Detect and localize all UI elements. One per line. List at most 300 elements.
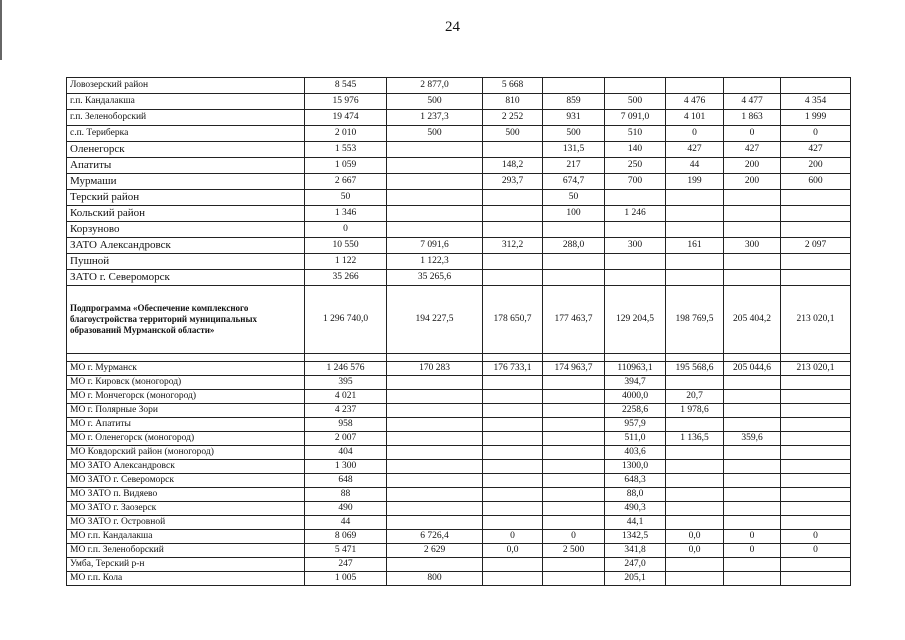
cell-value (781, 222, 851, 238)
table-row (67, 142, 851, 158)
subprogram-value: 213 020,1 (781, 286, 851, 354)
cell-value: 1 246 576 (305, 362, 387, 376)
cell-value: 293,7 (483, 174, 543, 190)
cell-value (666, 418, 724, 432)
cell-value: 312,2 (483, 238, 543, 254)
cell-value: 7 091,0 (605, 110, 666, 126)
subprogram-value: 1 296 740,0 (305, 286, 387, 354)
cell-value (724, 460, 781, 474)
cell-value: 1 136,5 (666, 432, 724, 446)
cell-value: 5 668 (483, 78, 543, 94)
cell-value (483, 558, 543, 572)
cell-value: 300 (605, 238, 666, 254)
row-name: МО ЗАТО Александровск (67, 460, 305, 474)
mo-rows (67, 362, 851, 586)
cell-value (781, 270, 851, 286)
cell-value (781, 418, 851, 432)
cell-value (666, 222, 724, 238)
cell-value: 957,9 (605, 418, 666, 432)
cell-value: 0 (724, 530, 781, 544)
table-row (67, 222, 851, 238)
cell-value (387, 418, 483, 432)
cell-value (781, 432, 851, 446)
cell-value: 0 (305, 222, 387, 238)
cell-value: 1 237,3 (387, 110, 483, 126)
cell-value: 1 005 (305, 572, 387, 586)
cell-value: 1 122 (305, 254, 387, 270)
cell-value (483, 474, 543, 488)
cell-value (781, 446, 851, 460)
row-name: ЗАТО г. Североморск (67, 270, 305, 286)
table-row (67, 190, 851, 206)
cell-value (666, 460, 724, 474)
cell-value (666, 376, 724, 390)
cell-value (483, 222, 543, 238)
cell-value: 2 877,0 (387, 78, 483, 94)
page-number: 24 (445, 19, 460, 35)
table-row (67, 362, 851, 376)
cell-value: 200 (781, 158, 851, 174)
cell-value (543, 376, 605, 390)
cell-value: 140 (605, 142, 666, 158)
subprogram-value: 194 227,5 (387, 286, 483, 354)
cell-value: 427 (666, 142, 724, 158)
cell-value (543, 270, 605, 286)
cell-value (605, 190, 666, 206)
cell-value (781, 190, 851, 206)
cell-value (666, 488, 724, 502)
cell-value: 88 (305, 488, 387, 502)
cell-value: 0 (781, 126, 851, 142)
cell-value (543, 418, 605, 432)
table-row (67, 238, 851, 254)
subprogram-value: 198 769,5 (666, 286, 724, 354)
cell-value: 5 471 (305, 544, 387, 558)
cell-value: 1 553 (305, 142, 387, 158)
cell-value: 148,2 (483, 158, 543, 174)
row-name: Умба, Терский р-н (67, 558, 305, 572)
separator-row (67, 354, 851, 362)
cell-value: 648,3 (605, 474, 666, 488)
cell-value (724, 404, 781, 418)
row-name: Корзуново (67, 222, 305, 238)
cell-value (666, 474, 724, 488)
cell-value (483, 418, 543, 432)
table-row (67, 530, 851, 544)
cell-value: 958 (305, 418, 387, 432)
cell-value (387, 190, 483, 206)
row-name: Пушной (67, 254, 305, 270)
cell-value: 4 354 (781, 94, 851, 110)
cell-value (666, 190, 724, 206)
row-name: Апатиты (67, 158, 305, 174)
cell-value (543, 432, 605, 446)
cell-value: 500 (387, 94, 483, 110)
cell-value (483, 502, 543, 516)
row-name: МО г. Полярные Зори (67, 404, 305, 418)
cell-value: 200 (724, 158, 781, 174)
cell-value (781, 78, 851, 94)
cell-value (387, 142, 483, 158)
subprogram-row (67, 286, 851, 354)
cell-value (387, 516, 483, 530)
table-row (67, 126, 851, 142)
cell-value: 131,5 (543, 142, 605, 158)
cell-value: 161 (666, 238, 724, 254)
cell-value: 4 477 (724, 94, 781, 110)
row-name: МО г. Апатиты (67, 418, 305, 432)
cell-value: 1 999 (781, 110, 851, 126)
cell-value (543, 222, 605, 238)
cell-value: 341,8 (605, 544, 666, 558)
cell-value (781, 390, 851, 404)
cell-value (666, 502, 724, 516)
cell-value (483, 404, 543, 418)
cell-value (724, 516, 781, 530)
cell-value: 50 (305, 190, 387, 206)
table-row (67, 174, 851, 190)
cell-value: 1342,5 (605, 530, 666, 544)
cell-value: 200 (724, 174, 781, 190)
cell-value: 403,6 (605, 446, 666, 460)
cell-value (387, 376, 483, 390)
cell-value (781, 502, 851, 516)
cell-value: 931 (543, 110, 605, 126)
cell-value (543, 254, 605, 270)
cell-value: 205 044,6 (724, 362, 781, 376)
table-row (67, 78, 851, 94)
row-name: Мурмаши (67, 174, 305, 190)
row-name: МО г.п. Кола (67, 572, 305, 586)
cell-value (724, 376, 781, 390)
cell-value: 510 (605, 126, 666, 142)
table-row (67, 94, 851, 110)
cell-value (781, 376, 851, 390)
cell-value: 394,7 (605, 376, 666, 390)
cell-value: 404 (305, 446, 387, 460)
row-name: г.п. Зеленоборский (67, 110, 305, 126)
cell-value: 2 667 (305, 174, 387, 190)
cell-value (781, 558, 851, 572)
cell-value: 0 (724, 544, 781, 558)
row-name: МО г. Мончегорск (моногород) (67, 390, 305, 404)
cell-value: 0 (781, 544, 851, 558)
cell-value (483, 460, 543, 474)
cell-value: 6 726,4 (387, 530, 483, 544)
table-row (67, 418, 851, 432)
cell-value: 8 069 (305, 530, 387, 544)
cell-value (387, 474, 483, 488)
cell-value (666, 572, 724, 586)
municipal-rows (67, 78, 851, 286)
cell-value (483, 516, 543, 530)
cell-value: 1 863 (724, 110, 781, 126)
cell-value (387, 390, 483, 404)
table-row (67, 488, 851, 502)
cell-value: 100 (543, 206, 605, 222)
subprogram-value: 129 204,5 (605, 286, 666, 354)
cell-value: 0 (781, 530, 851, 544)
cell-value: 0 (543, 530, 605, 544)
cell-value (543, 572, 605, 586)
cell-value (543, 404, 605, 418)
cell-value: 0,0 (666, 530, 724, 544)
cell-value (387, 460, 483, 474)
cell-value (724, 446, 781, 460)
cell-value: 288,0 (543, 238, 605, 254)
cell-value (724, 418, 781, 432)
table-row (67, 502, 851, 516)
subprogram-name: Подпрограмма «Обеспечение комплексного благоустройства территорий муниципальных образований Мурманской области» (67, 286, 305, 354)
cell-value: 674,7 (543, 174, 605, 190)
row-name: МО ЗАТО г. Заозерск (67, 502, 305, 516)
cell-value: 205,1 (605, 572, 666, 586)
budget-table (66, 77, 851, 586)
cell-value (724, 502, 781, 516)
row-name: г.п. Кандалакша (67, 94, 305, 110)
cell-value: 1 246 (605, 206, 666, 222)
cell-value: 35 266 (305, 270, 387, 286)
cell-value: 4000,0 (605, 390, 666, 404)
cell-value: 500 (387, 126, 483, 142)
subprogram-section (67, 286, 851, 362)
subprogram-value: 178 650,7 (483, 286, 543, 354)
cell-value: 217 (543, 158, 605, 174)
cell-value: 2 252 (483, 110, 543, 126)
table-row (67, 404, 851, 418)
cell-value: 500 (483, 126, 543, 142)
cell-value: 0 (666, 126, 724, 142)
cell-value: 500 (543, 126, 605, 142)
row-name: Оленегорск (67, 142, 305, 158)
cell-value: 2 097 (781, 238, 851, 254)
cell-value (724, 390, 781, 404)
cell-value: 490 (305, 502, 387, 516)
cell-value (387, 446, 483, 460)
cell-value (483, 190, 543, 206)
cell-value: 1 122,3 (387, 254, 483, 270)
cell-value (483, 446, 543, 460)
cell-value: 35 265,6 (387, 270, 483, 286)
cell-value: 0,0 (483, 544, 543, 558)
cell-value (543, 460, 605, 474)
cell-value (724, 222, 781, 238)
cell-value (483, 376, 543, 390)
cell-value: 427 (724, 142, 781, 158)
cell-value: 700 (605, 174, 666, 190)
cell-value: 0 (724, 126, 781, 142)
cell-value: 20,7 (666, 390, 724, 404)
cell-value (483, 572, 543, 586)
cell-value (666, 446, 724, 460)
row-name: МО г. Кировск (моногород) (67, 376, 305, 390)
row-name: МО г. Оленегорск (моногород) (67, 432, 305, 446)
cell-value (781, 254, 851, 270)
cell-value (724, 206, 781, 222)
cell-value: 4 021 (305, 390, 387, 404)
cell-value: 1 059 (305, 158, 387, 174)
cell-value (543, 558, 605, 572)
cell-value (605, 254, 666, 270)
cell-value (781, 460, 851, 474)
cell-value: 2 007 (305, 432, 387, 446)
cell-value: 511,0 (605, 432, 666, 446)
row-name: МО г. Мурманск (67, 362, 305, 376)
cell-value (543, 488, 605, 502)
cell-value: 0 (483, 530, 543, 544)
row-name: Терский район (67, 190, 305, 206)
table-row (67, 254, 851, 270)
cell-value: 44,1 (605, 516, 666, 530)
table-row (67, 158, 851, 174)
cell-value (724, 558, 781, 572)
cell-value (387, 206, 483, 222)
cell-value (483, 270, 543, 286)
row-name: с.п. Териберка (67, 126, 305, 142)
row-name: ЗАТО Александровск (67, 238, 305, 254)
table-row (67, 460, 851, 474)
table-row (67, 516, 851, 530)
cell-value: 247,0 (605, 558, 666, 572)
cell-value: 247 (305, 558, 387, 572)
cell-value (781, 516, 851, 530)
cell-value: 810 (483, 94, 543, 110)
cell-value: 174 963,7 (543, 362, 605, 376)
cell-value (781, 206, 851, 222)
cell-value: 500 (605, 94, 666, 110)
cell-value: 490,3 (605, 502, 666, 516)
row-name: МО г.п. Кандалакша (67, 530, 305, 544)
cell-value (666, 78, 724, 94)
cell-value (387, 432, 483, 446)
cell-value: 4 101 (666, 110, 724, 126)
cell-value (724, 190, 781, 206)
cell-value: 213 020,1 (781, 362, 851, 376)
row-name: МО ЗАТО п. Видяево (67, 488, 305, 502)
cell-value (724, 270, 781, 286)
cell-value (781, 474, 851, 488)
cell-value: 395 (305, 376, 387, 390)
cell-value: 2258,6 (605, 404, 666, 418)
cell-value: 170 283 (387, 362, 483, 376)
cell-value (781, 404, 851, 418)
cell-value: 8 545 (305, 78, 387, 94)
row-name: МО Ковдорский район (моногород) (67, 446, 305, 460)
cell-value (483, 254, 543, 270)
cell-value (724, 572, 781, 586)
table-row (67, 446, 851, 460)
cell-value: 648 (305, 474, 387, 488)
cell-value (387, 488, 483, 502)
table-row (67, 376, 851, 390)
cell-value: 1 300 (305, 460, 387, 474)
cell-value (387, 222, 483, 238)
cell-value: 4 237 (305, 404, 387, 418)
cell-value: 195 568,6 (666, 362, 724, 376)
cell-value: 15 976 (305, 94, 387, 110)
cell-value: 44 (305, 516, 387, 530)
cell-value (724, 474, 781, 488)
cell-value (605, 270, 666, 286)
row-name: МО ЗАТО г. Островной (67, 516, 305, 530)
cell-value: 199 (666, 174, 724, 190)
cell-value (781, 572, 851, 586)
cell-value: 176 733,1 (483, 362, 543, 376)
row-name: МО г.п. Зеленоборский (67, 544, 305, 558)
table-row (67, 432, 851, 446)
cell-value: 10 550 (305, 238, 387, 254)
cell-value (543, 516, 605, 530)
cell-value (543, 78, 605, 94)
cell-value (387, 502, 483, 516)
row-name: Кольский район (67, 206, 305, 222)
cell-value: 300 (724, 238, 781, 254)
cell-value (605, 78, 666, 94)
cell-value: 88,0 (605, 488, 666, 502)
cell-value: 250 (605, 158, 666, 174)
cell-value: 50 (543, 190, 605, 206)
cell-value (666, 206, 724, 222)
cell-value: 859 (543, 94, 605, 110)
cell-value (387, 158, 483, 174)
cell-value (483, 142, 543, 158)
cell-value: 2 010 (305, 126, 387, 142)
cell-value (724, 488, 781, 502)
table-row (67, 474, 851, 488)
subprogram-value: 205 404,2 (724, 286, 781, 354)
table-row (67, 390, 851, 404)
cell-value (666, 558, 724, 572)
cell-value: 19 474 (305, 110, 387, 126)
cell-value: 600 (781, 174, 851, 190)
table-row (67, 544, 851, 558)
cell-value (483, 390, 543, 404)
cell-value (543, 446, 605, 460)
cell-value (724, 254, 781, 270)
cell-value: 2 629 (387, 544, 483, 558)
cell-value (781, 488, 851, 502)
subprogram-value: 177 463,7 (543, 286, 605, 354)
cell-value: 1 978,6 (666, 404, 724, 418)
cell-value (483, 206, 543, 222)
cell-value: 359,6 (724, 432, 781, 446)
cell-value (543, 502, 605, 516)
cell-value (724, 78, 781, 94)
table-row (67, 270, 851, 286)
table-row (67, 110, 851, 126)
cell-value (666, 516, 724, 530)
table-row (67, 206, 851, 222)
cell-value: 110963,1 (605, 362, 666, 376)
cell-value (387, 174, 483, 190)
cell-value (605, 222, 666, 238)
cell-value (666, 254, 724, 270)
cell-value (543, 474, 605, 488)
cell-value (483, 432, 543, 446)
cell-value: 7 091,6 (387, 238, 483, 254)
cell-value: 1 346 (305, 206, 387, 222)
cell-value: 1300,0 (605, 460, 666, 474)
cell-value: 427 (781, 142, 851, 158)
cell-value (666, 270, 724, 286)
table-row (67, 572, 851, 586)
cell-value: 44 (666, 158, 724, 174)
cell-value (483, 488, 543, 502)
table-row (67, 558, 851, 572)
cell-value: 800 (387, 572, 483, 586)
cell-value: 4 476 (666, 94, 724, 110)
cell-value: 0,0 (666, 544, 724, 558)
